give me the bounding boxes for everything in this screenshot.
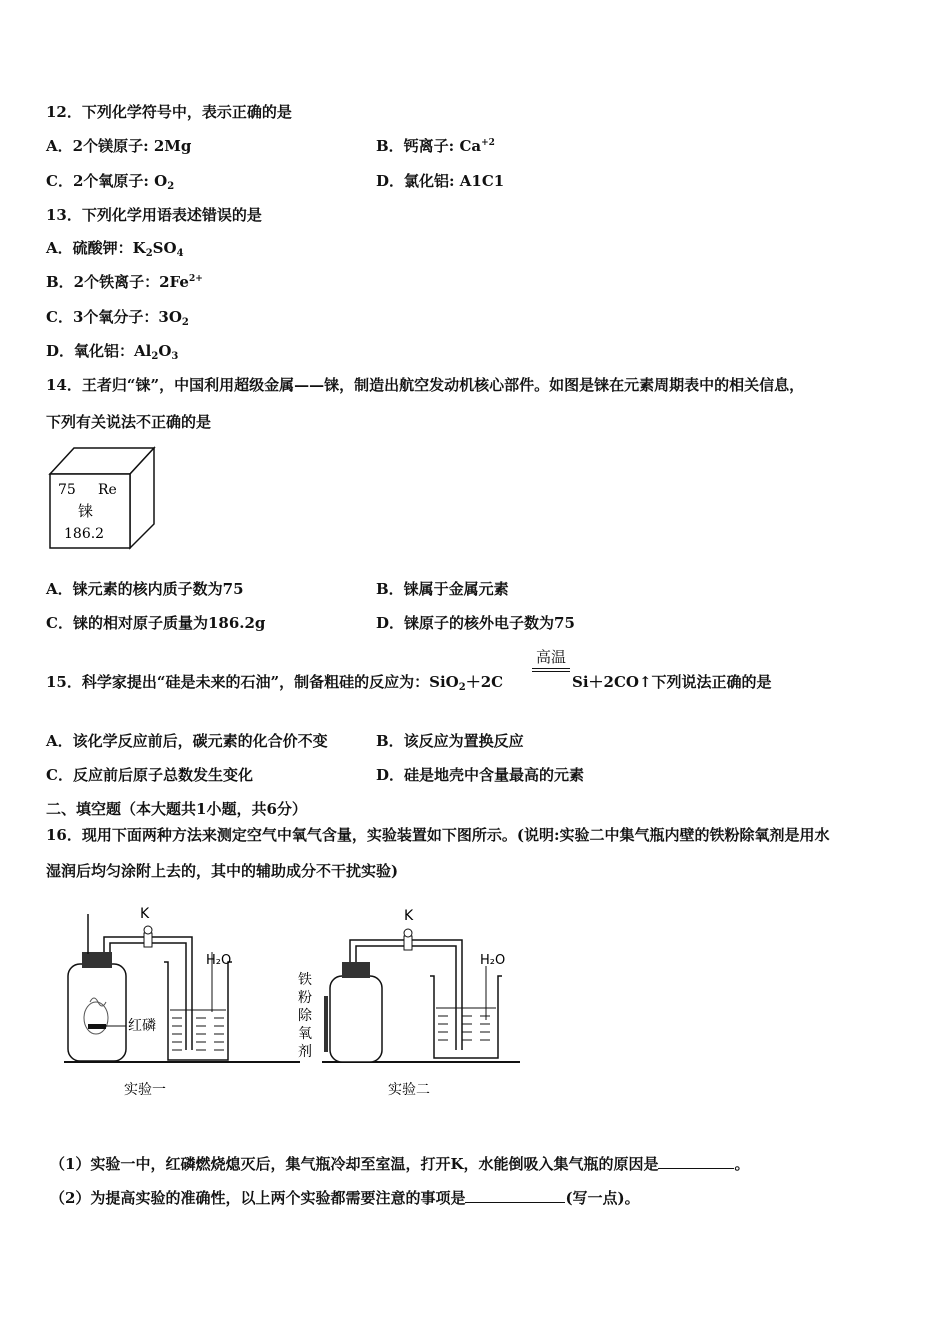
q14-option-d: D．铼原子的核外电子数为75 [376,614,575,632]
q14-stem-line2: 下列有关说法不正确的是 [46,413,212,431]
valve-k-label-1: K [140,906,150,922]
q13-option-b: B．2个铁离子：$2Fe^{2+}$ [46,273,203,291]
svg-text:粉: 粉 [298,990,312,1006]
svg-text:除: 除 [298,1008,312,1024]
element-mass: 186.2 [64,526,105,542]
reaction-equals-sign [532,668,570,672]
oxygen-experiment-diagram [60,900,530,1100]
q13-option-a: A．硫酸钾：$K_2SO_4$ [46,239,184,259]
section-heading: 二、填空题（本大题共1小题，共6分） [46,800,307,818]
svg-text:氧: 氧 [298,1026,312,1042]
q12-option-b: B．钙离子: $Ca^{+2}$ [376,137,495,155]
q16-sub1: （1）实验一中，红磷燃烧熄灭后，集气瓶冷却至室温，打开K，水能倒吸入集气瓶的原因是 。 [50,1155,750,1173]
experiment-1-label: 实验一 [124,1082,166,1098]
q13-option-d: D．氧化铝：$Al_2O_3$ [46,342,179,362]
q12-option-c: C．2个氧原子: $O_2$ [46,172,175,192]
water-label-1: H₂O [206,953,232,968]
q16-sub2: （2）为提高实验的准确性，以上两个实验都需要注意的事项是 (写一点)。 [50,1189,640,1207]
q14-option-a: A．铼元素的核内质子数为75 [46,580,244,598]
q14-option-c: C．铼的相对原子质量为186.2g [46,614,266,632]
answer-blank-1[interactable] [658,1154,734,1169]
q15-option-b: B．该反应为置换反应 [376,732,524,750]
svg-text:铁: 铁 [298,972,312,988]
q13-stem: 13．下列化学用语表述错误的是 [46,206,262,224]
valve-k-label-2: K [404,908,414,924]
q15-equation-right: Si＋2CO↑下列说法正确的是 [572,673,772,691]
element-name: 铼 [78,502,94,520]
q12-stem: 12．下列化学符号中，表示正确的是 [46,103,292,121]
water-label-2: H₂O [480,953,506,968]
q14-option-b: B．铼属于金属元素 [376,580,509,598]
q13-option-c: C．3个氧分子：$3O_2$ [46,308,189,328]
reaction-condition: 高温 [535,648,566,666]
rhenium-element-cube [46,444,158,552]
answer-blank-2[interactable] [465,1188,565,1203]
q15-option-d: D．硅是地壳中含量最高的元素 [376,766,585,784]
q16-stem-line1: 16．现用下面两种方法来测定空气中氧气含量，实验装置如下图所示。(说明:实验二中集气瓶内壁的铁粉除氧剂是用水 [46,826,830,844]
q12-option-d: D．氯化铝: A1C1 [376,172,505,190]
q15-stem: 15．科学家提出“硅是未来的石油”，制备粗硅的反应为：SiO$_2$＋2C [46,673,504,693]
q14-stem-line1: 14．王者归“铼”，中国利用超级金属——铼，制造出航空发动机核心部件。如图是铼在元素周期表中的相关信息， [46,376,805,394]
experiment-2-label: 实验二 [388,1082,430,1098]
q12-option-a: A．2个镁原子: 2Mg [46,137,192,155]
phosphorus-label: 红磷 [128,1018,156,1034]
q15-option-a: A．该化学反应前后，碳元素的化合价不变 [46,732,328,750]
element-number: 75 [58,482,76,498]
element-symbol: Re [98,482,117,498]
svg-text:剂: 剂 [298,1044,312,1060]
iron-deoxidizer-label [298,971,313,1060]
q15-option-c: C．反应前后原子总数发生变化 [46,766,253,784]
q16-stem-line2: 湿润后均匀涂附上去的，其中的辅助成分不干扰实验) [46,862,399,880]
